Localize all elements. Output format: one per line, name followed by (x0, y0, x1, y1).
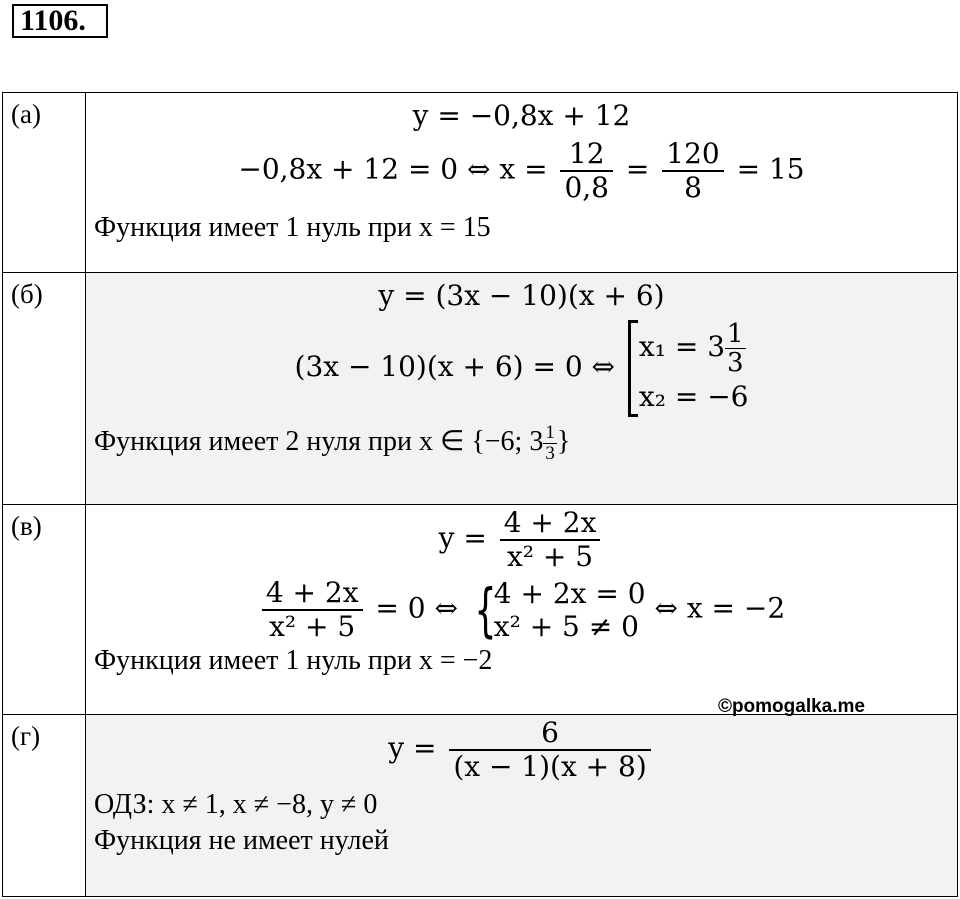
row-v (3, 505, 958, 715)
roots-set-bracket: x₁ = 3 $\frac{1}{3}$ x₂ = −6 (628, 320, 749, 417)
row-a-label: (а) (3, 93, 86, 273)
system-brace: { (474, 576, 497, 644)
row-v-equation: y = $\frac{4 + 2x}{\text{x² + 5}}$ (86, 507, 957, 573)
condition-system: 4 + 2x = 0 x² + 5 ≠ 0 (493, 577, 646, 643)
row-a-equation: y = −0,8x + 12 (412, 99, 631, 132)
row-a (3, 93, 958, 273)
row-g (3, 715, 958, 897)
row-a-solution: −0,8x + 12 = 0 ⇔ x = $\frac{12}{0,8}$ = $\frac{120}{8}$ = 15 (238, 137, 805, 204)
watermark: ©pomogalka.me (717, 696, 865, 717)
row-g-equation: y = $\frac{6}{(x - 1)(x + 8)}$ (86, 717, 957, 783)
row-b (3, 273, 958, 505)
fraction-120-over-8: $\frac{120}{8}$ (662, 138, 723, 204)
row-b-conclusion: Функция имеет 2 нуля при x ∈ {−6; 3 $\frac{1}{3}$ } (94, 422, 571, 464)
row-v-label: (в) (3, 505, 86, 715)
solution-table (2, 92, 958, 897)
row-b-solution: (3x − 10)(x + 6) = 0 ⇔ x₁ = 3 $\frac{1}{3}$ x₂ = −6 (86, 320, 957, 417)
row-b-label: (б) (3, 273, 86, 505)
row-g-odz: ОДЗ: x ≠ 1, x ≠ −8, y ≠ 0 (94, 789, 378, 820)
row-v-conclusion: Функция имеет 1 нуль при x = −2 (94, 645, 493, 676)
row-a-conclusion: Функция имеет 1 нуль при x = 15 (94, 212, 491, 243)
problem-number: 1106. (12, 4, 108, 38)
row-b-equation: y = (3x − 10)(x + 6) (378, 279, 665, 312)
row-g-label: (г) (3, 715, 86, 897)
row-g-conclusion: Функция не имеет нулей (94, 825, 389, 856)
row-v-solution: $\frac{4 + 2x}{\text{x² + 5}}$ = 0 ⇔ { 4 + 2x = 0 x² + 5 ≠ 0 ⇔ x = −2 (86, 577, 957, 643)
fraction-12-over-08: $\frac{12}{0,8}$ (560, 138, 613, 204)
